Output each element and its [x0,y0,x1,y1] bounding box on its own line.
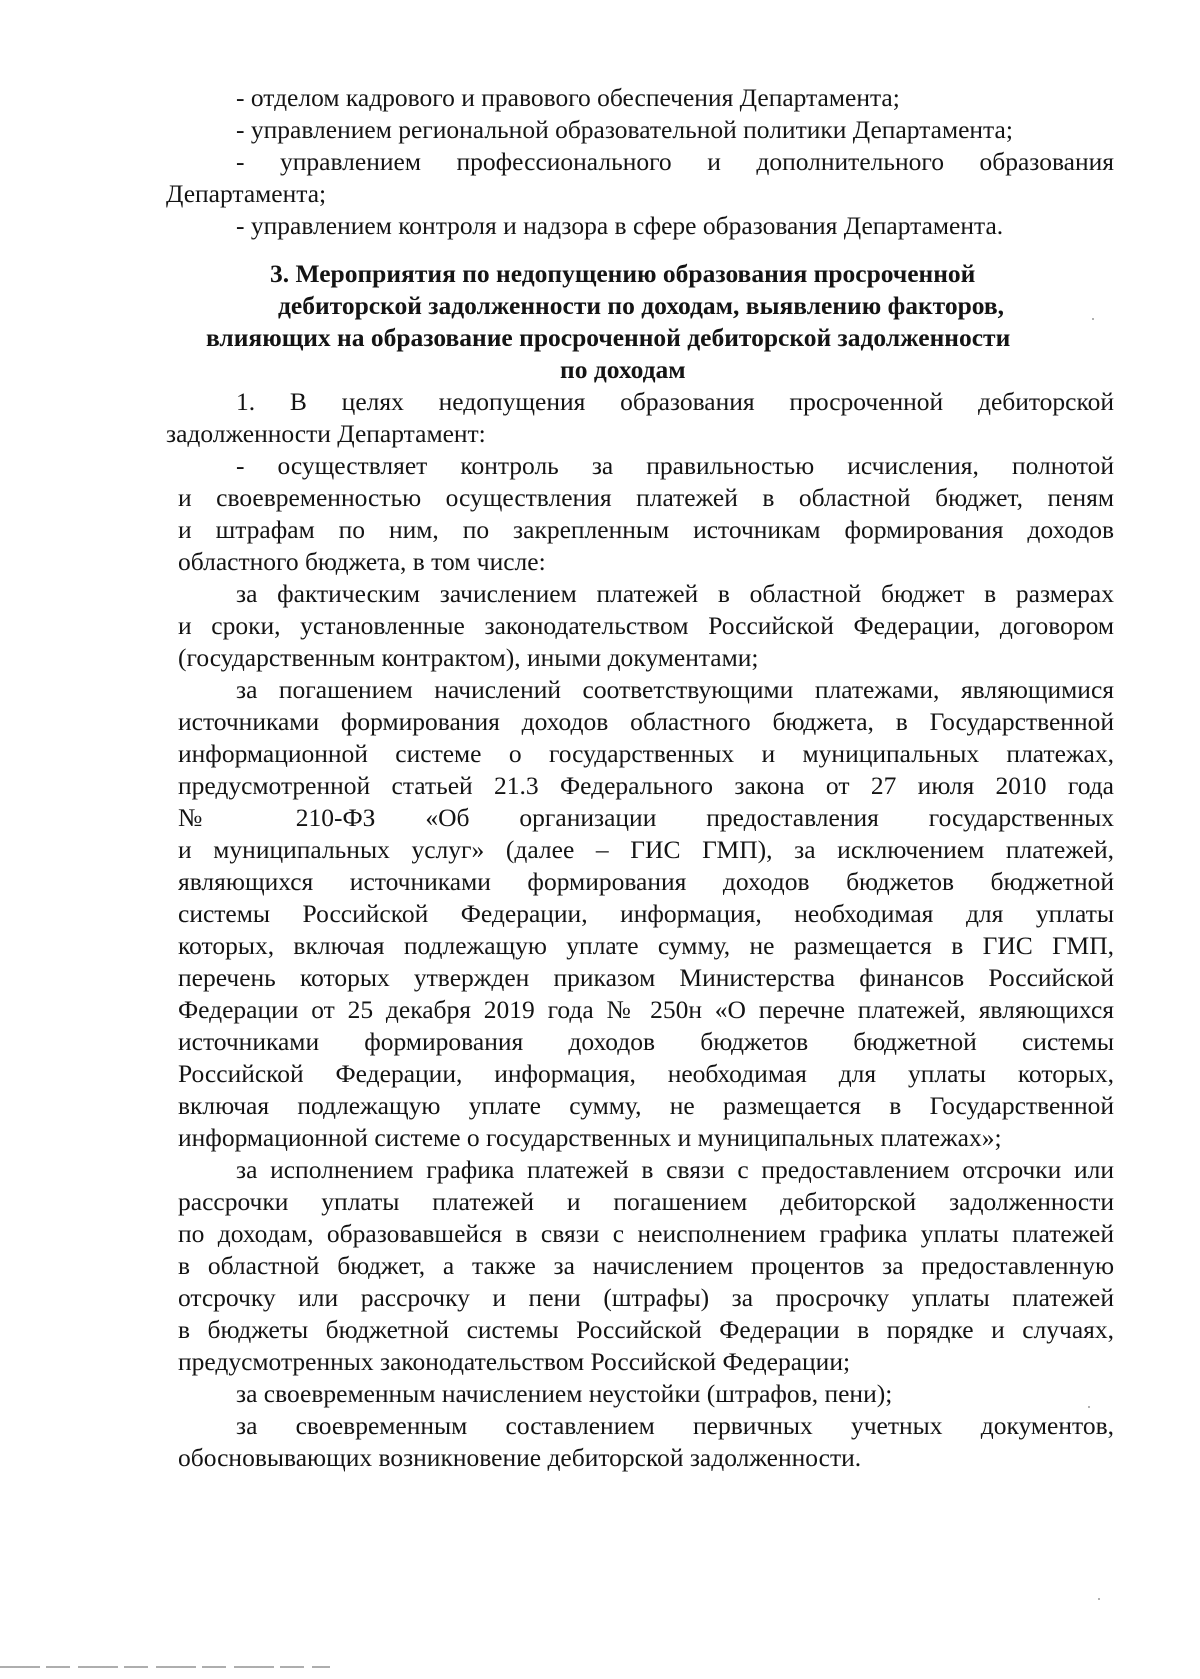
text-line: Российской Федерации, информация, необходимая для уплаты которых, [178,1059,1114,1088]
text-line: за своевременным составлением первичных учетных документов, [236,1411,1114,1440]
text-line: рассрочки уплаты платежей и погашением дебиторской задолженности [178,1187,1114,1216]
text-line: № 210-ФЗ «Об организации предоставления государственных [178,803,1114,832]
text-line: в бюджеты бюджетной системы Российской Федерации в порядке и случаях, [178,1315,1114,1344]
text-line: - управлением контроля и надзора в сфере образования Департамента. [236,211,1004,240]
section-heading-line: 3. Мероприятия по недопущению образования просроченной [270,259,976,288]
text-line: за исполнением графика платежей в связи с предоставлением отсрочки или [236,1155,1114,1184]
text-line: и сроки, установленные законодательством Российской Федерации, договором [178,611,1114,640]
text-line: отсрочку или рассрочку и пени (штрафы) за просрочку уплаты платежей [178,1283,1114,1312]
scan-edge-artifact [0,1666,330,1668]
text-line: перечень которых утвержден приказом Министерства финансов Российской [178,963,1114,992]
text-line: - управлением региональной образовательной политики Департамента; [236,115,1013,144]
text-line: Федерации от 25 декабря 2019 года № 250н «О перечне платежей, являющихся [178,995,1114,1024]
scan-speck [1088,1406,1090,1408]
text-line: Департамента; [166,179,327,208]
text-line: - отделом кадрового и правового обеспечения Департамента; [236,83,900,112]
text-line: являющихся источниками формирования доходов бюджетов бюджетной [178,867,1114,896]
text-line: - осуществляет контроль за правильностью исчисления, полнотой [236,451,1114,480]
text-line: в областной бюджет, а также за начислением процентов за предоставленную [178,1251,1114,1280]
text-line: (государственным контрактом), иными документами; [178,643,759,672]
text-line: предусмотренной статьей 21.3 Федерального закона от 27 июля 2010 года [178,771,1114,800]
text-line: предусмотренных законодательством Российской Федерации; [178,1347,851,1376]
scan-speck [1092,318,1094,320]
text-line: - управлением профессионального и дополнительного образования [236,147,1114,176]
section-heading-line: влияющих на образование просроченной дебиторской задолженности [206,323,1011,352]
text-line: обосновывающих возникновение дебиторской задолженности. [178,1443,862,1472]
text-line: и штрафам по ним, по закрепленным источникам формирования доходов [178,515,1114,544]
text-line: включая подлежащую уплате сумму, не размещается в Государственной [178,1091,1114,1120]
text-line: и своевременностью осуществления платежей в областной бюджет, пеням [178,483,1114,512]
scan-speck [1098,1598,1100,1600]
section-heading-line: по доходам [560,355,686,384]
text-line: по доходам, образовавшейся в связи с неисполнением графика уплаты платежей [178,1219,1114,1248]
text-line: информационной системе о государственных и муниципальных платежах»; [178,1123,1002,1152]
text-line: за погашением начислений соответствующими платежами, являющимися [236,675,1114,704]
text-line: за своевременным начислением неустойки (штрафов, пени); [236,1379,893,1408]
text-line: которых, включая подлежащую уплате сумму, не размещается в ГИС ГМП, [178,931,1114,960]
text-line: источниками формирования доходов бюджетов бюджетной системы [178,1027,1114,1056]
text-line: областного бюджета, в том числе: [178,547,546,576]
text-line: за фактическим зачислением платежей в областной бюджет в размерах [236,579,1114,608]
text-line: источниками формирования доходов областного бюджета, в Государственной [178,707,1114,736]
text-line: задолженности Департамент: [166,419,486,448]
section-heading-line: дебиторской задолженности по доходам, выявлению факторов, [278,291,1005,320]
text-line: информационной системе о государственных и муниципальных платежах, [178,739,1114,768]
text-line: системы Российской Федерации, информация, необходимая для уплаты [178,899,1114,928]
text-line: 1. В целях недопущения образования просроченной дебиторской [236,387,1114,416]
text-line: и муниципальных услуг» (далее – ГИС ГМП), за исключением платежей, [178,835,1114,864]
